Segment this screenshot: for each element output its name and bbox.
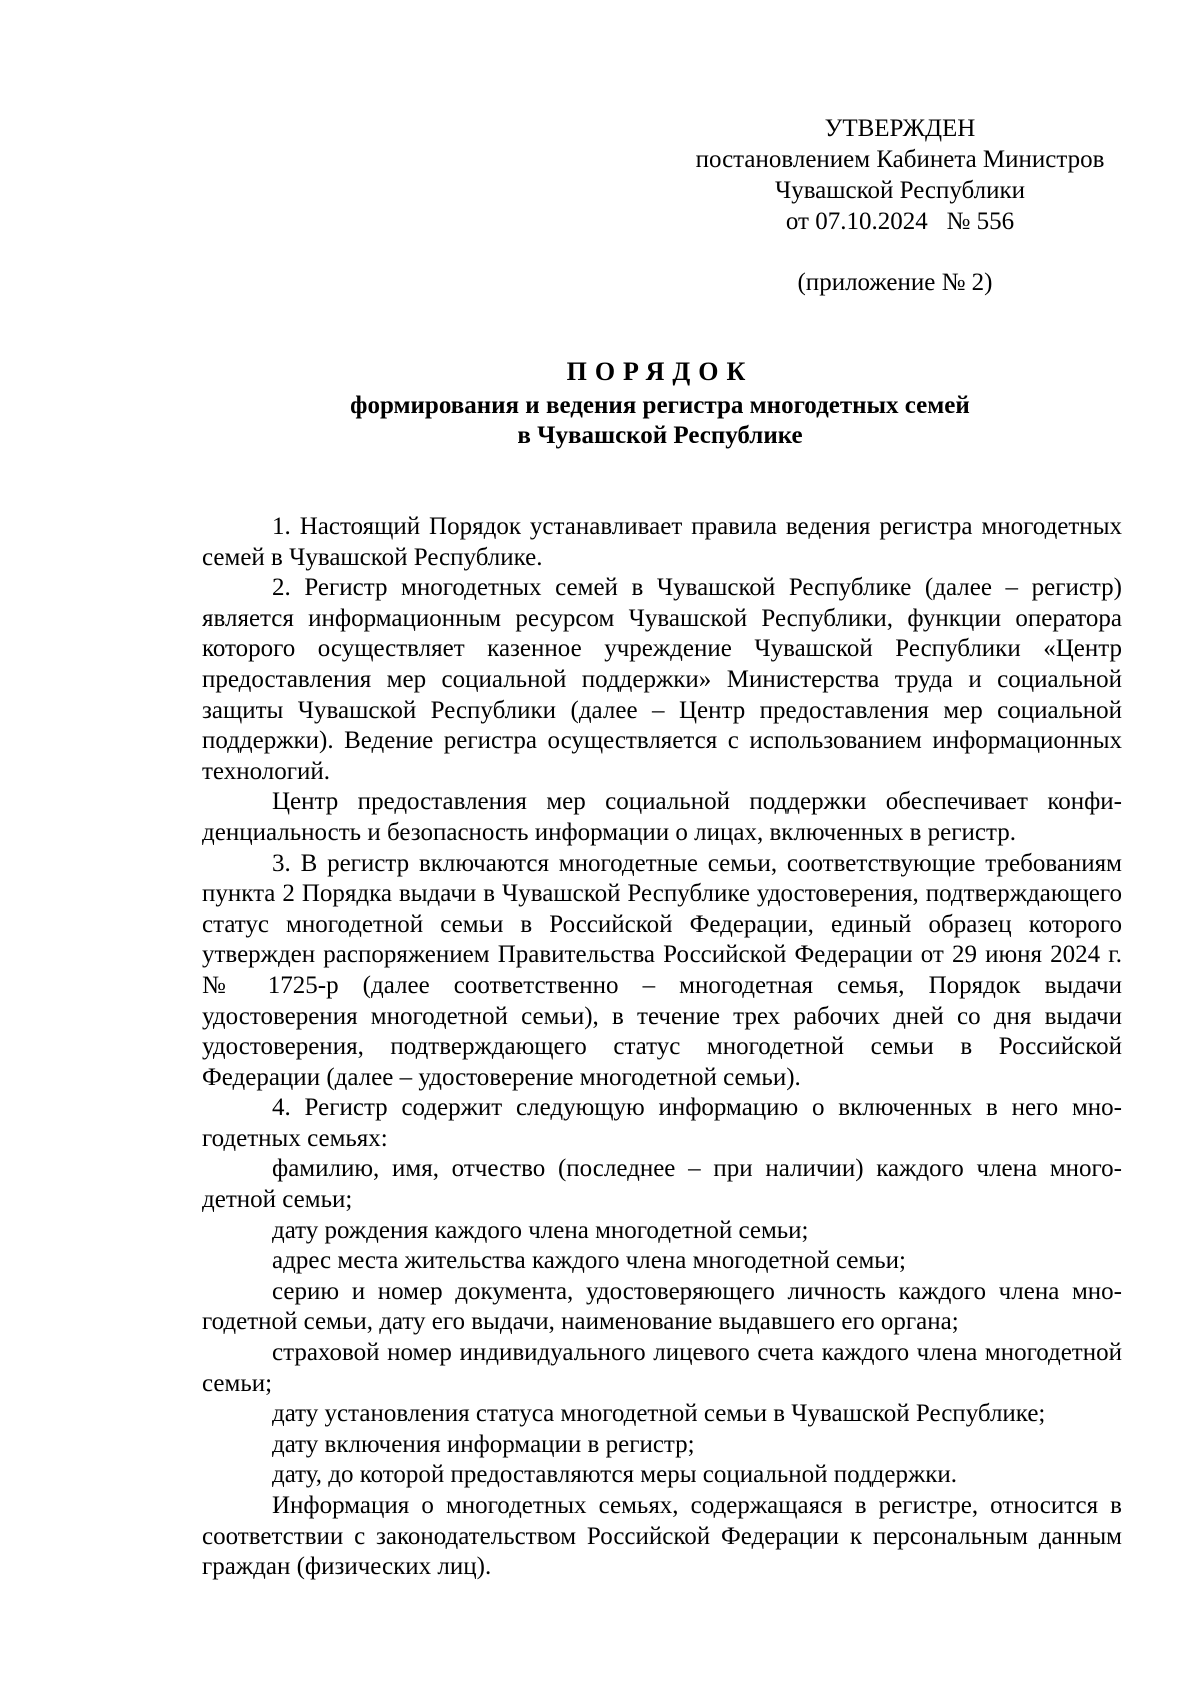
document-title (200, 357, 1120, 451)
paragraph: Центр предоставления мер социальной поддержки обеспечивает конфиденциальность и безопасность информации о лицах, включенных в регистр. (202, 788, 1122, 846)
list-item: дату установления статуса многодетной семьи в Чувашской Республике; (272, 1400, 1046, 1428)
list-item: фамилию, имя, отчество (последнее – при наличии) каждого члена многодетной семьи; (202, 1155, 1122, 1214)
list-item: адрес места жительства каждого члена многодетной семьи; (272, 1247, 906, 1275)
list-item: дату включения информации в регистр; (272, 1430, 695, 1458)
approval-date-number: от 07.10.2024 № 556 (785, 208, 1015, 235)
paragraph: 2. Регистр многодетных семей в Чувашской Республике (далее – регистр) является информационным ресурсом Чувашской Республики, функции оператора которого осуществляет казенное учреждение Чувашской Республики «Центр предоставления мер социальной поддержки» Министерства труда и социальной защиты Чувашской Республики (далее – Центр предоставления мер социальной поддержки). Ведение регистра осуществляется с использованием информационных технологий. (202, 574, 1122, 785)
annex-label: (приложение № 2) (797, 269, 993, 296)
paragraph: 4. Регистр содержит следующую информацию о включенных в него многодетных семьях: (202, 1094, 1122, 1152)
list-item: серию и номер документа, удостоверяющего личность каждого члена многодетной семьи, дату его выдачи, наименование выдавшего его органа; (202, 1277, 1122, 1336)
title-main: ПОРЯДОК (566, 357, 754, 386)
title-subtitle-line2: в Чувашской Республике (517, 422, 803, 449)
list-item: дату рождения каждого члена многодетной семьи; (272, 1216, 809, 1244)
approval-resolution: постановлением Кабинета Министров (695, 146, 1105, 173)
list-item: дату, до которой предоставляются меры социальной поддержки. (272, 1461, 958, 1489)
approval-title: УТВЕРЖДЕН (824, 115, 976, 142)
paragraph: Информация о многодетных семьях, содержащаяся в регистре, относится в соответствии с законодательством Российской Федерации к персональным данным граждан (физических лиц). (202, 1492, 1122, 1581)
approval-republic: Чувашской Республики (774, 177, 1026, 204)
paragraph: 3. В регистр включаются многодетные семьи, соответствующие требованиям пункта 2 Порядка выдачи в Чувашской Республике удостоверения, подтверждающего статус многодетной семьи в Российской Федерации, единый образец которого утвержден распоряжением Правительства Российской Федерации от 29 июня 2024 г. № 1725-р (далее соответственно – многодетная семья, Порядок выдачи удостоверения многодетной семьи), в течение трех рабочих дней со дня выдачи удостоверения, подтверждающего статус многодетной семьи в Российской Федерации (далее – удостоверение многодетной семьи). (202, 849, 1122, 1091)
paragraph: 1. Настоящий Порядок устанавливает правила ведения регистра многодетных семей в Чувашской Республике. (202, 513, 1122, 571)
approval-stamp (680, 113, 1120, 237)
title-subtitle-line1: формирования и ведения регистра многодетных семей (350, 392, 970, 419)
list-item: страховой номер индивидуального лицевого счета каждого члена многодетной семьи; (202, 1339, 1122, 1397)
document-body (202, 512, 1122, 1583)
